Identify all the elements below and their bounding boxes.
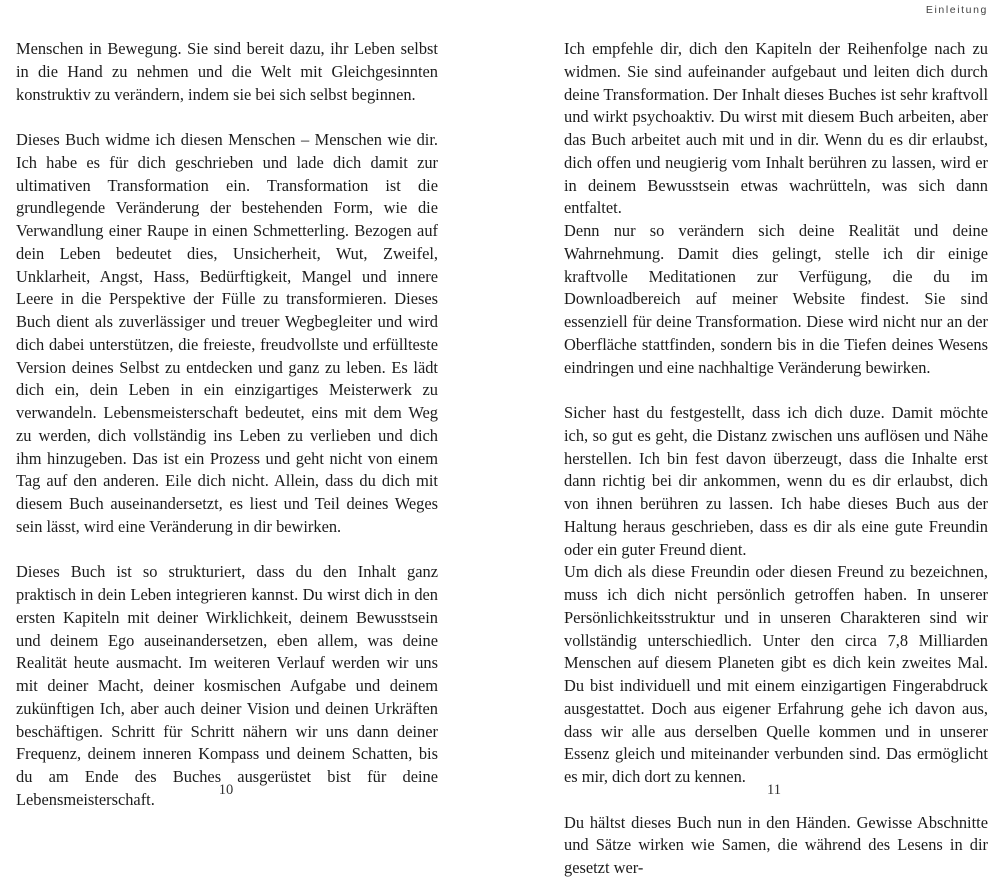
paragraph: Denn nur so verändern sich deine Realität und deine Wahrnehmung. Damit dies gelingt, stelle ich dir einige kraftvolle Meditationen zur Verfügung, die du im Downloadbereich auf meiner Website findest. Sie sind essenziell für deine Transformation. Diese wird nicht nur an der Oberfläche stattfinden, sondern bis in die Tiefen deines Wesens eindringen und eine nachhaltige Veränderung bewirken. xyxy=(564,221,988,377)
page-number: 10 xyxy=(218,782,234,798)
paragraph: Ich empfehle dir, dich den Kapiteln der Reihenfolge nach zu widmen. Sie sind aufeinander aufgebaut und leiten dich durch deine Transformation. Der Inhalt dieses Buches ist sehr kraftvoll und wirkt psychoaktiv. Du wirst mit diesem Buch arbeiten, aber das Buch arbeitet auch mit und in dir. Wenn du es dir erlaubst, dich offen und neugierig vom Inhalt berühren zu lassen, wird er in deinem Bewusstsein etwas wachrütteln, was sich dann entfaltet. xyxy=(564,39,988,218)
left-page xyxy=(0,0,500,809)
paragraph: Dieses Buch widme ich diesen Menschen – Menschen wie dir. Ich habe es für dich geschrieben und lade dich damit zur ultimativen Transformation ein. Transformation ist die grundlegende Veränderung der bestehenden Form, wie die Verwandlung einer Raupe in einen Schmetterling. Bezogen auf dein Leben bedeutet dies, Unsicherheit, Wut, Zweifel, Unklarheit, Angst, Hass, Bedürftigkeit, Mangel und innere Leere in die Perspektive der Fülle zu transformieren. Dieses Buch dient als zuverlässiger und treuer Wegbegleiter und wird dich dabei unterstützen, die freieste, freudvollste und erfüllteste Version deines Selbst zu entdecken und ganz zu leben. Es lädt dich ein, dein Leben in ein einzigartiges Meisterwerk zu verwandeln. Lebensmeisterschaft bedeutet, eins mit dem Weg zu werden, dich vollständig ins Leben zu verlieben und dich ihm hinzugeben. Das ist ein Prozess und geht nicht von einem Tag auf den anderen. Eile dich nicht. Allein, dass du dich mit diesem Buch auseinandersetzt, es liest und Teil deines Weges sein lässt, wird eine Veränderung in dir bewirken. xyxy=(16,130,438,536)
paragraph: Dieses Buch ist so strukturiert, dass du den Inhalt ganz praktisch in dein Leben integrieren kannst. Du wirst dich in den ersten Kapiteln mit deiner Wirklichkeit, deinem Bewusstsein und deinem Ego auseinandersetzen, eben allem, was deine Realität heute ausmacht. Im weiteren Verlauf werden wir uns mit deiner Macht, deiner kosmischen Aufgabe und deinem zukünftigen Ich, aber auch deiner Vision und deinen Urkräften beschäftigen. Schritt für Schritt nähern wir uns dann deiner Frequenz, deinem inneren Kompass und deinem Schatten, bis du am Ende des Buches ausgerüstet bist für deine Lebensmeisterschaft. xyxy=(16,562,438,809)
left-page-text xyxy=(16,38,438,812)
right-page xyxy=(500,0,1000,877)
right-page-text xyxy=(564,38,988,880)
paragraph: Um dich als diese Freundin oder diesen Freund zu bezeichnen, muss ich dich nicht persönlich getroffen haben. In unserer Persönlichkeitsstruktur und in unseren Charakteren sind wir vollständig unterschiedlich. Unter den circa 7,8 Milliarden Menschen auf diesem Planeten gibt es dich kein zweites Mal. Du bist individuell und mit einem einzigartigen Fingerabdruck ausgestattet. Doch aus eigener Erfahrung gehe ich davon aus, dass wir alle aus derselben Quelle kommen und in unserer Essenz gleich und miteinander verbunden sind. Das ermöglicht es mir, dich dort zu kennen. xyxy=(564,562,988,786)
running-head: Einleitung xyxy=(925,4,988,16)
paragraph: Sicher hast du festgestellt, dass ich dich duze. Damit möchte ich, so gut es geht, die Distanz zwischen uns auflösen und Nähe herstellen. Ich bin fest davon überzeugt, dass die Inhalte erst dann richtig bei dir ankommen, wenn du es dir erlaubst, dich von ihnen berühren zu lassen. Ich habe dieses Buch aus der Haltung heraus geschrieben, dass es dir als eine gute Freundin oder ein guter Freund dient. xyxy=(564,403,988,559)
page-number: 11 xyxy=(767,782,781,798)
paragraph: Du hältst dieses Buch nun in den Händen. Gewisse Abschnitte und Sätze wirken wie Samen, die während des Lesens in dir gesetzt wer- xyxy=(564,812,988,877)
paragraph: Menschen in Bewegung. Sie sind bereit dazu, ihr Leben selbst in die Hand zu nehmen und die Welt mit Gleichgesinnten konstruktiv zu verändern, indem sie bei sich selbst beginnen. xyxy=(16,39,438,104)
